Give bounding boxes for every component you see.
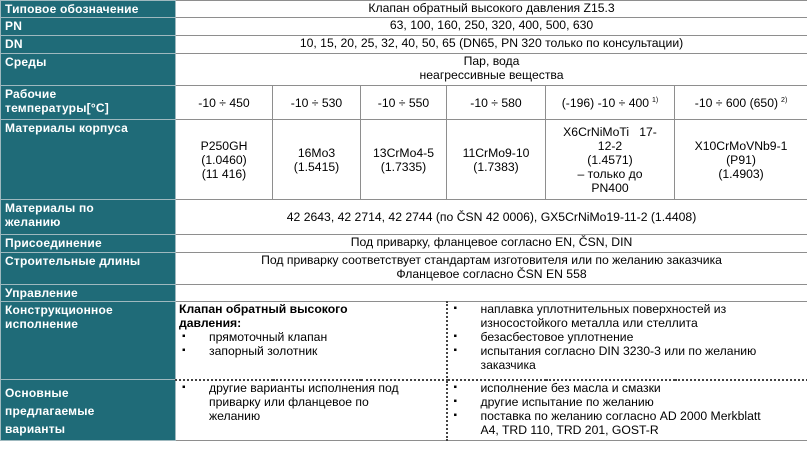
- label-lengths: Строительные длины: [1, 253, 176, 285]
- list-item-line: желанию: [209, 408, 261, 423]
- material-1-line: (11 416): [201, 166, 247, 181]
- label-variants-line-3: варианты: [5, 422, 66, 436]
- label-variants-line-2: предлагаемые: [5, 404, 95, 418]
- label-variants-line-1: Основные: [5, 386, 69, 400]
- temp-5-value: (-196) -10 ÷ 400: [561, 95, 650, 110]
- lengths-line-2: Фланцевое согласно ČSN EN 558: [396, 267, 587, 281]
- material-2-line: (1.5415): [293, 159, 340, 174]
- temp-3: -10 ÷ 550: [361, 86, 447, 120]
- value-connection: Под приварку, фланцевое согласно EN, ČSN, DIN: [176, 235, 807, 253]
- label-type: Типовое обозначение: [1, 1, 176, 18]
- list-item: [451, 344, 805, 372]
- material-6-line: X10CrMoVNb9-1: [694, 138, 788, 153]
- value-pn: 63, 100, 160, 250, 320, 400, 500, 630: [176, 18, 807, 36]
- material-2-line: 16Mo3: [297, 145, 336, 160]
- label-design-line-1: Конструкционное: [5, 303, 113, 317]
- row-temps: [1, 86, 807, 120]
- design-left-list: [179, 330, 443, 358]
- list-item-line: приварку или фланцевое по: [209, 394, 369, 409]
- variants-left-list: [179, 381, 443, 423]
- material-1: [176, 120, 273, 200]
- material-5: [546, 120, 675, 200]
- design-title-line-1: Клапан обратный высокого: [179, 302, 348, 316]
- list-item: ▪ запорный золотник: [179, 344, 443, 358]
- material-5-line: – только до: [577, 166, 643, 181]
- list-item-line: A4, TRD 110, TRD 201, GOST-R: [480, 422, 659, 437]
- value-optional-materials: 42 2643, 42 2714, 42 2744 (по ČSN 42 0006), GX5CrNiMo19-11-2 (1.4408): [176, 200, 807, 235]
- label-temps-line-2: температуры[°C]: [5, 101, 109, 115]
- temp-1: -10 ÷ 450: [176, 86, 273, 120]
- row-dn: [1, 36, 807, 54]
- label-connection: Присоединение: [1, 235, 176, 253]
- material-5-line: PN400: [591, 180, 629, 195]
- list-item-line: ▪ другие испытание по желанию: [480, 394, 654, 409]
- label-temps: [1, 86, 176, 120]
- label-optional-materials: [1, 200, 176, 235]
- list-item-line: ▪ наплавка уплотнительных поверхностей из: [480, 302, 727, 316]
- label-design: [1, 302, 176, 380]
- material-1-line: P250GH: [200, 138, 248, 153]
- list-item: [451, 409, 805, 437]
- list-item-line: ▪ исполнение без масла и смазки: [480, 380, 661, 395]
- material-4: [447, 120, 546, 200]
- material-5-line: 12-2: [597, 138, 623, 153]
- material-6-line: (1.4903): [718, 166, 764, 181]
- value-media: [176, 54, 807, 86]
- label-media: Среды: [1, 54, 176, 86]
- temp-2: -10 ÷ 530: [273, 86, 361, 120]
- temp-5-footnote: 1): [652, 96, 659, 104]
- list-item-line: заказчика: [480, 358, 536, 372]
- label-design-line-2: исполнение: [5, 317, 79, 331]
- design-right: [447, 302, 807, 380]
- variants-left: [176, 380, 447, 441]
- material-5-line: X6CrNiMoTi 17-: [563, 124, 657, 139]
- list-item: [451, 302, 805, 330]
- row-lengths: [1, 253, 807, 285]
- media-line-1: Пар, вода: [463, 54, 520, 68]
- temp-4: -10 ÷ 580: [447, 86, 546, 120]
- temp-6-footnote: 2): [781, 96, 788, 104]
- value-control: [176, 285, 807, 302]
- label-variants: [1, 380, 176, 441]
- row-connection: [1, 235, 807, 253]
- row-control: [1, 285, 807, 302]
- row-variants: [1, 380, 807, 441]
- material-4-line: 11CrMo9-10: [462, 145, 530, 160]
- row-type: [1, 1, 807, 18]
- temp-5: [546, 86, 675, 120]
- label-optional-materials-line-2: желанию: [5, 215, 61, 229]
- label-control: Управление: [1, 285, 176, 302]
- row-design: [1, 302, 807, 380]
- material-4-line: (1.7383): [473, 159, 519, 174]
- material-3-line: 13CrMo4-5: [373, 145, 434, 160]
- list-item: ▪ прямоточный клапан: [179, 330, 443, 344]
- row-body-materials: [1, 120, 807, 200]
- value-lengths: [176, 253, 807, 285]
- row-media: [1, 54, 807, 86]
- row-pn: [1, 18, 807, 36]
- material-6: [675, 120, 807, 200]
- list-item-line: ▪ поставка по желанию согласно AD 2000 Merkblatt: [480, 408, 761, 423]
- design-left: [176, 302, 447, 380]
- material-1-line: (1.0460): [201, 152, 247, 167]
- label-dn: DN: [1, 36, 176, 54]
- value-type: Клапан обратный высокого давления Z15.3: [176, 1, 807, 18]
- list-item: [179, 381, 443, 423]
- material-3-line: (1.7335): [380, 159, 427, 174]
- row-optional-materials: [1, 200, 807, 235]
- temp-6-value: -10 ÷ 600 (650): [694, 95, 779, 110]
- media-line-2: неагрессивные вещества: [419, 68, 564, 82]
- material-5-line: (1.4571): [587, 152, 633, 167]
- design-right-list: [451, 302, 805, 372]
- list-item: [451, 330, 805, 344]
- label-body-materials: Материалы корпуса: [1, 120, 176, 200]
- list-item-line: ▪ испытания согласно DIN 3230-3 или по желанию: [480, 344, 757, 358]
- list-item-line: ▪ безасбестовое уплотнение: [480, 330, 634, 344]
- design-title-line-2: давления:: [179, 316, 242, 330]
- label-pn: PN: [1, 18, 176, 36]
- material-2: [273, 120, 361, 200]
- list-item: [451, 381, 805, 395]
- lengths-line-1: Под приварку соответствует стандартам изготовителя или по желанию заказчика: [261, 253, 722, 267]
- material-3: [361, 120, 447, 200]
- list-item-line: износостойкого металла или стеллита: [480, 316, 698, 330]
- variants-right: [447, 380, 807, 441]
- list-item-line: ▪ другие варианты исполнения под: [209, 380, 399, 395]
- list-item: [451, 395, 805, 409]
- label-temps-line-1: Рабочие: [5, 87, 57, 101]
- temp-6: [675, 86, 807, 120]
- value-dn: 10, 15, 20, 25, 32, 40, 50, 65 (DN65, PN 320 только по консультации): [176, 36, 807, 54]
- material-6-line: (P91): [726, 152, 756, 167]
- label-optional-materials-line-1: Материалы по: [5, 201, 94, 215]
- variants-right-list: [451, 381, 805, 437]
